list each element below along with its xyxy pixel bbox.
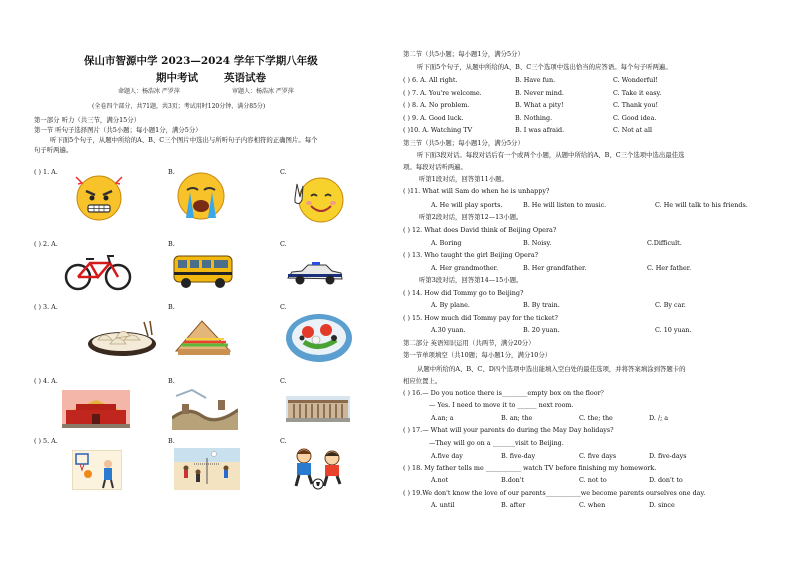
authors-setters: 命题人：杨浩冰 严罗萍 (118, 88, 180, 95)
q1-option-c: C. (280, 168, 287, 176)
q15-stem: ( ) 15. How much did Tommy pay for the ticket? (403, 314, 558, 322)
sec3-title: 第三节（共5小题；每小题1分，满分5分） (403, 139, 524, 147)
q4-option-c: C. (280, 377, 287, 385)
authors-reviewers: 审题人：杨浩冰 严罗萍 (232, 88, 294, 95)
q18-option-d: D. don't to (649, 476, 683, 484)
q12-option-a: A. Boring (431, 239, 462, 247)
q6-stem: ( ) 6. A. All right. (403, 76, 458, 84)
volleyball-beach-icon (174, 448, 240, 490)
q4-option-b: B. (168, 377, 175, 385)
q11-option-c: C. He will talk to his friends. (655, 201, 748, 209)
q10-option-b: B. I was afraid. (515, 126, 565, 134)
q14-stem: ( ) 14. How did Tommy go to Beijing? (403, 289, 524, 297)
q16-option-d: D. /; a (649, 414, 669, 422)
q13-option-c: C. Her father. (647, 264, 692, 272)
exam-note: (全卷四个部分，共71题，共3页；考试用时120分钟，满分85分) (92, 103, 266, 110)
great-wall-icon (172, 386, 238, 430)
q2-option-c: C. (280, 240, 287, 248)
happy-face-icon (287, 176, 347, 224)
sec2-instructions: 听下面5个句子，从题中所给的A、B、C三个选项中选出恰当的应答语。每个句子听两遍。 (417, 63, 672, 71)
q17-option-a: A.five day (431, 452, 463, 460)
museum-building-icon (286, 396, 350, 422)
dialogue3-note: 听第3段对话，回答第14—15小题。 (419, 276, 523, 284)
q1-label: ( ) 1. A. (34, 168, 58, 176)
q18-option-b: B.don't (501, 476, 525, 484)
q19-option-d: D. since (649, 501, 675, 509)
q19-option-a: A. until (431, 501, 455, 509)
q3-option-c: C. (280, 303, 287, 311)
q5-option-b: B. (168, 437, 175, 445)
q11-stem: ( )11. What will Sam do when he is unhappy? (403, 187, 550, 195)
q6-option-b: B. Have fun. (515, 76, 556, 84)
q18-stem: ( ) 18. My father tells me ___________ watch TV before finishing my homework. (403, 464, 657, 472)
q16-stem-reply: — Yes. I need to move it to ______ next room. (429, 401, 574, 409)
q9-option-b: B. Nothing. (515, 114, 553, 122)
q17-option-c: C. five days (579, 452, 617, 460)
q6-option-c: C. Wonderful! (613, 76, 658, 84)
q19-option-c: C. when (579, 501, 606, 509)
part1-instructions-line2: 句子听两遍。 (34, 146, 73, 154)
q18-option-c: C. not to (579, 476, 607, 484)
q3-option-b: B. (168, 303, 175, 311)
exam-subject: 英语试卷 (224, 72, 266, 84)
q17-stem-reply: —They will go on a _______visit to Beijing. (429, 439, 564, 447)
q15-option-a: A.30 yuan. (431, 326, 466, 334)
q19-option-b: B. after (501, 501, 526, 509)
sec3-instructions-line2: 项。每段对话听两遍。 (403, 163, 467, 171)
exam-subtitle: 期中考试 (156, 72, 198, 84)
q11-option-b: B. He will listen to music. (523, 201, 607, 209)
q16-option-b: B. an; the (501, 414, 533, 422)
bicycle-icon (64, 253, 132, 291)
part1-sec1-title: 第一节 听句子选择图片（共5小题；每小题1分，满分5分） (34, 126, 202, 134)
tiananmen-icon (62, 390, 130, 428)
q12-option-b: B. Noisy. (523, 239, 552, 247)
q13-stem: ( ) 13. Who taught the girl Beijing Opera? (403, 251, 539, 259)
q19-stem: ( ) 19.We don't know the love of our parents___________we become parents ourselves one day. (403, 489, 706, 497)
q12-stem: ( ) 12. What does David think of Beijing Opera? (403, 226, 557, 234)
q14-option-c: C. By car. (655, 301, 686, 309)
q2-label: ( ) 2. A. (34, 240, 58, 248)
salad-bowl-icon (284, 310, 354, 366)
q15-option-b: B. 20 yuan. (523, 326, 560, 334)
football-kids-icon (286, 446, 352, 490)
q10-option-c: C. Not at all (613, 126, 653, 134)
q7-option-b: B. Never mind. (515, 89, 564, 97)
q9-option-c: C. Good idea. (613, 114, 657, 122)
q16-stem: ( ) 16.— Do you notice there is________empty box on the floor？ (403, 389, 608, 397)
angry-face-icon (70, 173, 128, 223)
police-car-icon (286, 262, 344, 286)
q14-option-a: A. By plane. (431, 301, 470, 309)
q4-label: ( ) 4. A. (34, 377, 58, 385)
q2-option-b: B. (168, 240, 175, 248)
q8-option-c: C. Thank you! (613, 101, 659, 109)
exam-title: 保山市智源中学 2023—2024 学年下学期八年级 (84, 55, 318, 67)
part1-instructions-line1: 听下面5个句子，从题中所给的A、B、C三个图片中选出与所听句子内容相符的正确图片。每个 (50, 136, 318, 144)
dialogue1-note: 听第1段对话，回答第11小题。 (419, 175, 508, 183)
q12-option-c: C.Difficult. (647, 239, 682, 247)
q3-label: ( ) 3. A. (34, 303, 58, 311)
q18-option-a: A.not (431, 476, 449, 484)
q13-option-a: A. Her grandmother. (431, 264, 499, 272)
part2-instructions-line1: 从题中所给的A、B、C、D四个选项中选出能填入空白处的最佳选项，并将答案填涂到答题卡的 (417, 365, 686, 373)
q5-option-c: C. (280, 437, 287, 445)
q7-stem: ( ) 7. A. You're welcome. (403, 89, 482, 97)
q17-stem: ( ) 17.— What will your parents do during the May Day holidays? (403, 426, 614, 434)
part1-title: 第一部分 听力（共三节，满分15分） (34, 116, 141, 124)
q11-option-a: A. He will play sports. (431, 201, 503, 209)
part2-instructions-line2: 相应位置上。 (403, 377, 442, 385)
q8-stem: ( ) 8. A. No problem. (403, 101, 470, 109)
crying-face-icon (172, 170, 230, 222)
q8-option-b: B. What a pity! (515, 101, 564, 109)
q15-option-c: C. 10 yuan. (655, 326, 692, 334)
school-bus-icon (172, 252, 234, 290)
dumplings-icon (86, 318, 158, 358)
q7-option-c: C. Take it easy. (613, 89, 662, 97)
q1-option-b: B. (168, 168, 175, 176)
q14-option-b: B. By train. (523, 301, 560, 309)
q17-option-d: D. five-days (649, 452, 687, 460)
q13-option-b: B. Her grandfather. (523, 264, 587, 272)
q16-option-a: A.an; a (431, 414, 454, 422)
part2-title: 第二部分 英语知识运用（共两节，满分20分） (403, 339, 535, 347)
basketball-icon (72, 450, 122, 490)
q9-stem: ( ) 9. A. Good luck. (403, 114, 464, 122)
q5-label: ( ) 5. A. (34, 437, 58, 445)
q16-option-c: C. the; the (579, 414, 613, 422)
sec3-instructions-line1: 听下面3段对话。每段对话后有一个或两个小题，从题中所给的A、B、C三个选项中选出最佳选 (417, 151, 685, 159)
sec2-title: 第二节（共5小题；每小题1分，满分5分） (403, 50, 524, 58)
dialogue2-note: 听第2段对话，回答第12—13小题。 (419, 213, 523, 221)
sandwich-icon (172, 315, 234, 359)
q10-stem: ( )10. A. Watching TV (403, 126, 473, 134)
q17-option-b: B. five-day (501, 452, 536, 460)
part2-sec1-title: 第一节单项填空（共10题；每小题1分，满分10分） (403, 351, 552, 359)
